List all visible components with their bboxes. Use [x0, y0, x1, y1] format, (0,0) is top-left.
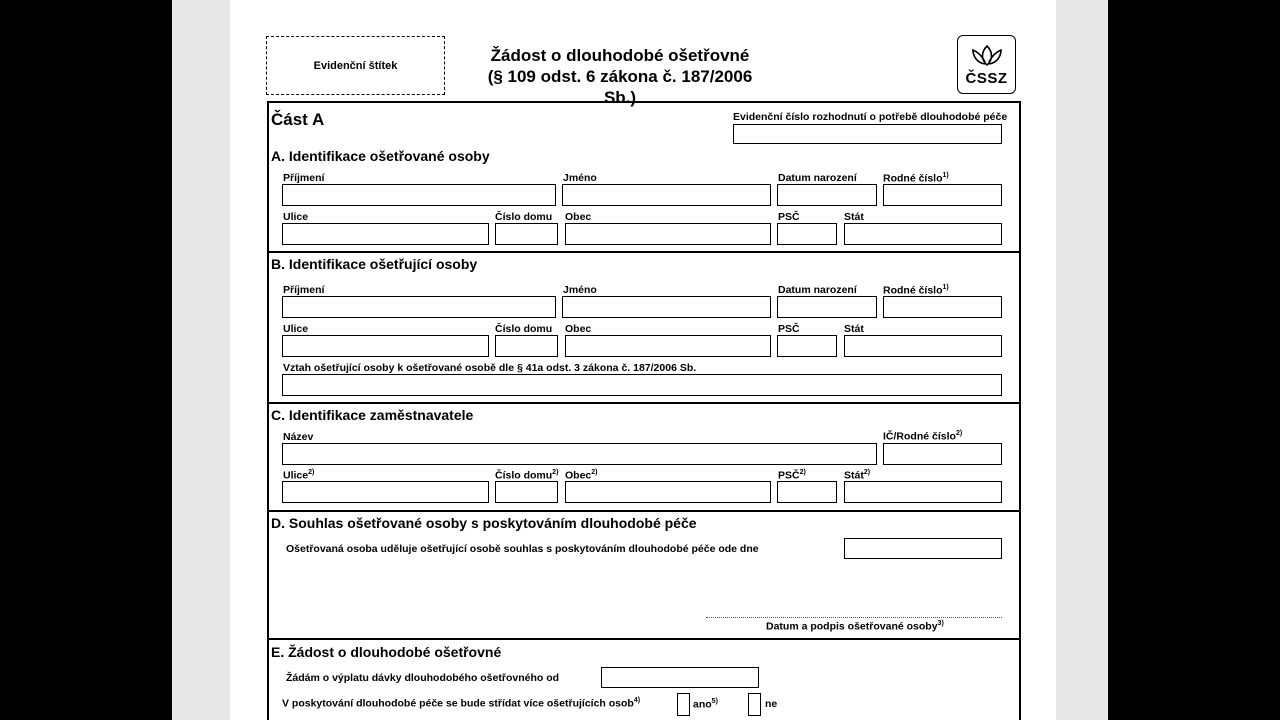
c-ico-field[interactable] — [883, 443, 1002, 465]
footnote-ref: 2) — [863, 469, 871, 476]
section-divider-ab — [267, 251, 1019, 253]
signature-line — [706, 617, 1002, 618]
c-house-number-field[interactable] — [495, 481, 558, 503]
b-state-label: Stát — [844, 323, 864, 335]
d-consent-text: Ošetřovaná osoba uděluje ošetřující osobě souhlas s poskytováním dlouhodobé péče ode dne — [286, 543, 759, 555]
c-street-field[interactable] — [282, 481, 489, 503]
footnote-ref: 1) — [942, 172, 949, 179]
a-birth-number-field[interactable] — [883, 184, 1002, 206]
cssz-logo — [957, 35, 1016, 94]
section-d-heading: D. Souhlas ošetřované osoby s poskytováním dlouhodobé péče — [271, 515, 697, 531]
footnote-ref: 2) — [308, 469, 315, 476]
a-municipality-field[interactable] — [565, 223, 771, 245]
section-c-heading: C. Identifikace zaměstnavatele — [271, 407, 474, 423]
document-title — [470, 45, 770, 108]
a-state-label: Stát — [844, 211, 864, 223]
decision-number-field[interactable] — [733, 124, 1002, 144]
section-a-heading: A. Identifikace ošetřované osoby — [271, 148, 490, 164]
a-house-number-field[interactable] — [495, 223, 558, 245]
c-state-label: Stát$^{2)}$ — [844, 469, 871, 482]
a-first-name-label: Jméno — [563, 172, 597, 184]
b-birth-date-field[interactable] — [777, 296, 877, 318]
b-postcode-field[interactable] — [777, 335, 837, 357]
registration-stamp-box — [266, 36, 445, 95]
document-page — [230, 0, 1056, 720]
b-street-label: Ulice — [283, 323, 309, 335]
b-surname-field[interactable] — [282, 296, 556, 318]
footnote-ref: 1) — [942, 284, 949, 291]
viewer-gutter-left — [172, 0, 230, 720]
c-state-field[interactable] — [844, 481, 1002, 503]
footnote-ref: 2) — [799, 469, 806, 476]
a-birth-date-label: Datum narození — [778, 172, 857, 184]
footnote-ref: 5) — [711, 698, 718, 705]
c-name-field[interactable] — [282, 443, 877, 465]
a-street-field[interactable] — [282, 223, 489, 245]
b-postcode-label: PSČ — [778, 323, 800, 335]
a-postcode-field[interactable] — [777, 223, 837, 245]
a-postcode-label: PSČ — [778, 211, 800, 223]
title-line-1: Žádost o dlouhodobé ošetřovné — [490, 46, 750, 65]
registration-stamp-label: Evidenční štítek — [313, 59, 398, 72]
viewer-gutter-right — [1056, 0, 1108, 720]
e-alternate-text: V poskytování dlouhodobé péče se bude střídat více ošetřujících osob$^{4)}$ — [282, 697, 641, 710]
b-state-field[interactable] — [844, 335, 1002, 357]
b-first-name-label: Jméno — [563, 284, 597, 296]
section-divider-bc — [267, 402, 1019, 404]
a-surname-label: Příjmení — [283, 172, 325, 184]
d-signature-label: Datum a podpis ošetřované osoby$^{3)}$ — [766, 620, 944, 633]
c-street-label: Ulice$^{2)}$ — [283, 469, 315, 482]
b-municipality-label: Obec — [565, 323, 592, 335]
footnote-ref: 2) — [955, 430, 963, 437]
section-e-heading: E. Žádost o dlouhodobé ošetřovné — [271, 644, 502, 660]
e-yes-checkbox[interactable] — [677, 693, 690, 716]
b-relationship-field[interactable] — [282, 374, 1002, 396]
c-municipality-label: Obec$^{2)}$ — [565, 469, 598, 482]
e-no-label: ne — [765, 698, 778, 710]
a-municipality-label: Obec — [565, 211, 592, 223]
a-first-name-field[interactable] — [562, 184, 771, 206]
c-postcode-field[interactable] — [777, 481, 837, 503]
d-consent-date-field[interactable] — [844, 538, 1002, 559]
c-name-label: Název — [283, 431, 314, 443]
e-payment-text: Žádám o výplatu dávky dlouhodobého ošetřovného od — [286, 672, 560, 684]
b-relationship-label: Vztah ošetřující osoby k ošetřované osobě dle § 41a odst. 3 zákona č. 187/2006 Sb. — [283, 362, 697, 374]
e-payment-date-field[interactable] — [601, 667, 759, 688]
e-yes-label: ano$^{5)}$ — [693, 698, 718, 711]
a-surname-field[interactable] — [282, 184, 556, 206]
section-divider-cd — [267, 510, 1019, 512]
logo-text: ČSSZ — [965, 70, 1008, 87]
c-postcode-label: PSČ$^{2)}$ — [778, 469, 806, 482]
c-house-number-label: Číslo domu$^{2)}$ — [495, 469, 559, 482]
b-birth-date-label: Datum narození — [778, 284, 857, 296]
lotus-icon — [967, 42, 1007, 68]
b-birth-number-field[interactable] — [883, 296, 1002, 318]
a-house-number-label: Číslo domu — [495, 211, 553, 223]
a-birth-number-label: Rodné číslo$^{1)}$ — [883, 172, 949, 185]
a-birth-date-field[interactable] — [777, 184, 877, 206]
b-house-number-field[interactable] — [495, 335, 558, 357]
e-no-checkbox[interactable] — [748, 693, 761, 716]
section-divider-de — [267, 638, 1019, 640]
part-title: Část A — [271, 110, 325, 129]
b-first-name-field[interactable] — [562, 296, 771, 318]
b-street-field[interactable] — [282, 335, 489, 357]
a-street-label: Ulice — [283, 211, 309, 223]
b-house-number-label: Číslo domu — [495, 323, 553, 335]
footnote-ref: 2) — [552, 469, 559, 476]
b-surname-label: Příjmení — [283, 284, 325, 296]
a-state-field[interactable] — [844, 223, 1002, 245]
footnote-ref: 4) — [633, 697, 641, 704]
footnote-ref: 2) — [591, 469, 598, 476]
section-b-heading: B. Identifikace ošetřující osoby — [271, 256, 478, 272]
c-municipality-field[interactable] — [565, 481, 771, 503]
title-line-2: (§ 109 odst. 6 zákona č. 187/2006 Sb.) — [487, 67, 753, 107]
b-municipality-field[interactable] — [565, 335, 771, 357]
c-ico-label: IČ/Rodné číslo$^{2)}$ — [883, 430, 963, 443]
footnote-ref: 3) — [937, 620, 944, 627]
b-birth-number-label: Rodné číslo$^{1)}$ — [883, 284, 949, 297]
decision-number-label: Evidenční číslo rozhodnutí o potřebě dlouhodobé péče — [733, 111, 1008, 123]
